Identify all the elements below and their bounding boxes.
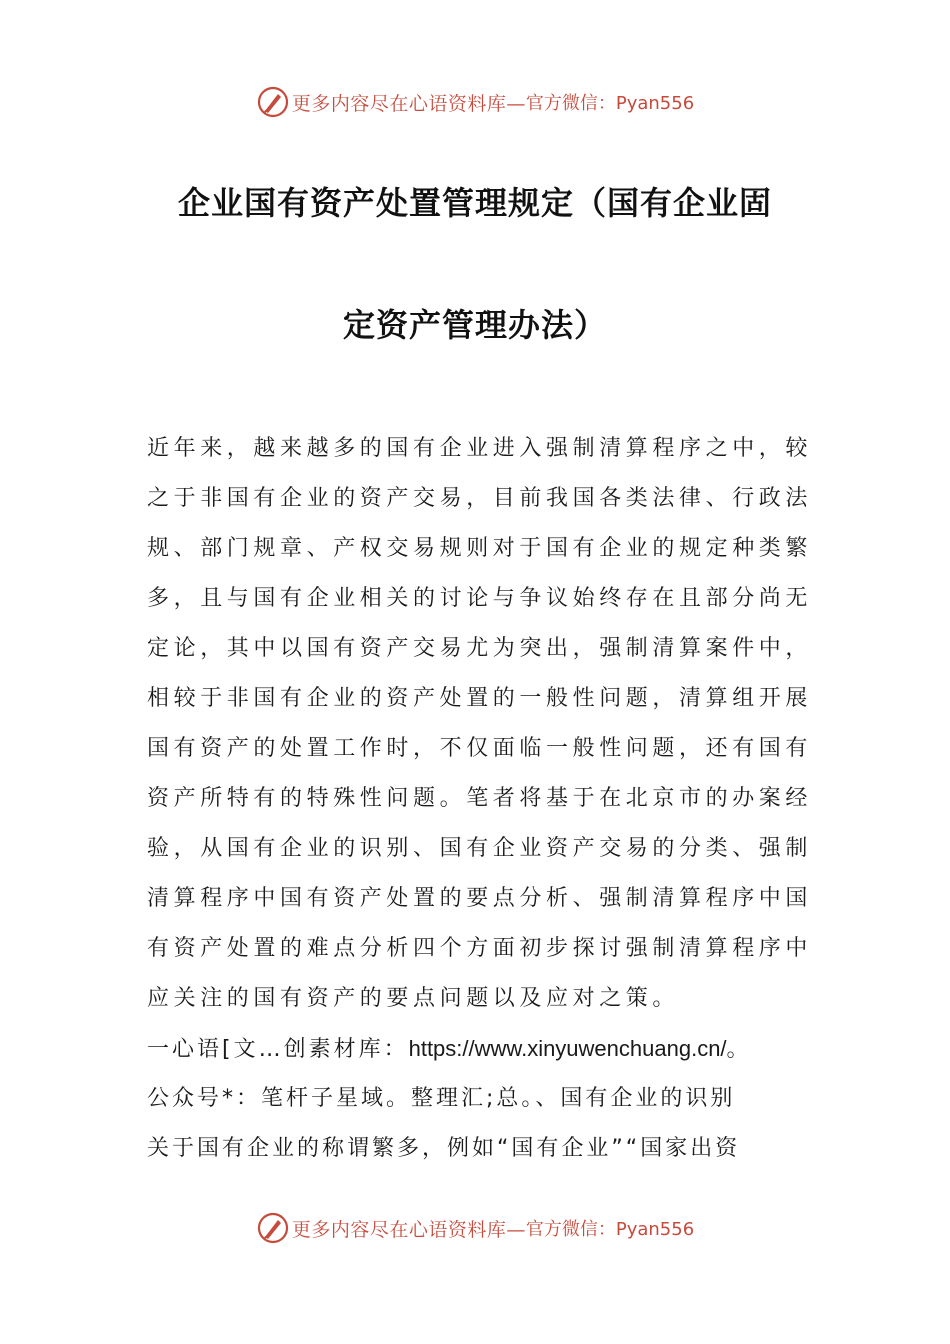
quill-logo-icon [256,1211,290,1245]
source-prefix: 一心语[文…创素材库： [147,1037,409,1062]
paragraph-line: 规、部门规章、产权交易规则对于国有企业的规定种类繁 [147,536,813,561]
banner-wechat: 官方微信：Pyan556 [525,93,695,114]
paragraph-line: 验，从国有企业的识别、国有企业资产交易的分类、强制 [147,836,813,861]
source-url-link[interactable]: https://www.xinyuwenchuang.cn/ [408,1036,727,1061]
document-title-line-2: 定资产管理办法） [342,306,607,344]
body-paragraph [147,424,813,1024]
tail-section [147,1024,807,1174]
source-line [147,1024,807,1074]
paragraph-line: 相较于非国有企业的资产处置的一般性问题，清算组开展 [147,686,813,711]
document-title-line-1: 企业国有资产处置管理规定（国有企业固 [177,184,772,222]
continuation-line: 关于国有企业的称谓繁多，例如“国有企业”“国家出资 [147,1136,741,1161]
paragraph-line: 国有资产的处置工作时，不仅面临一般性问题，还有国有 [147,736,813,761]
paragraph-line: 之于非国有企业的资产交易，目前我国各类法律、行政法 [147,486,813,511]
footer-watermark-banner [0,1208,950,1248]
header-watermark-banner [0,82,950,122]
banner-wechat: 官方微信：Pyan556 [525,1219,695,1240]
paragraph-line: 多，且与国有企业相关的讨论与争议始终存在且部分尚无 [147,586,813,611]
paragraph-line: 清算程序中国有资产处置的要点分析、强制清算程序中国 [147,886,813,911]
banner-text: 更多内容尽在心语资料库— [291,92,526,115]
paragraph-line: 定论，其中以国有资产交易尤为突出，强制清算案件中， [147,636,813,661]
paragraph-line: 有资产处置的难点分析四个方面初步探讨强制清算程序中 [147,936,813,961]
paragraph-line: 近年来，越来越多的国有企业进入强制清算程序之中，较 [147,436,813,461]
paragraph-line: 应关注的国有资产的要点问题以及应对之策。 [147,986,680,1011]
paragraph-line: 资产所特有的特殊性问题。笔者将基于在北京市的办案经 [147,786,813,811]
banner-text: 更多内容尽在心语资料库— [291,1218,526,1241]
public-account-line: 公众号*：笔杆子星域。整理汇;总。、国有企业的识别 [147,1086,736,1111]
quill-logo-icon [256,85,290,119]
source-suffix: 。 [726,1037,752,1062]
